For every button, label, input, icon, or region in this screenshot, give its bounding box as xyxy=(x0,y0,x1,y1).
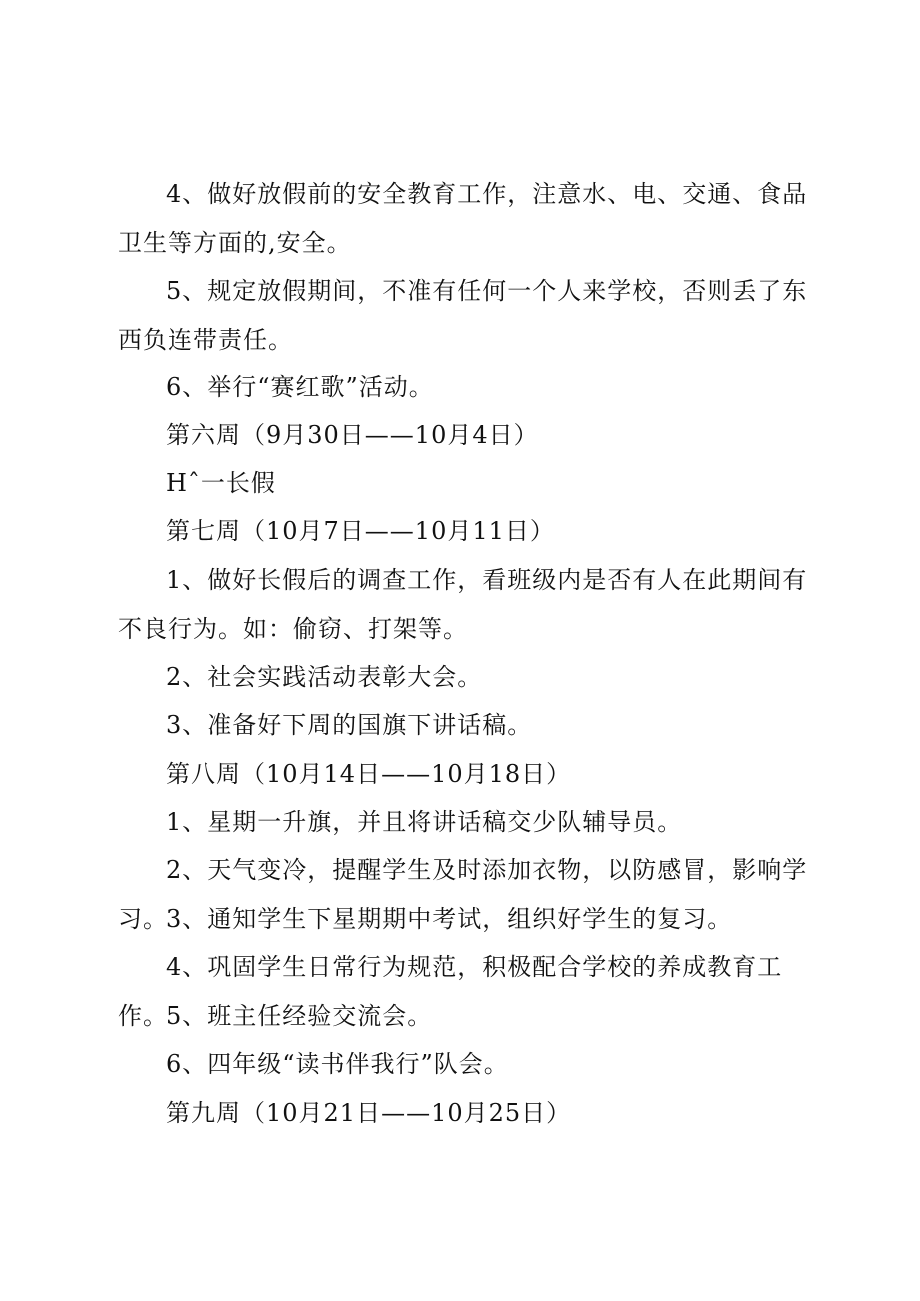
week-7-heading: 第七周（10月7日——10月11日） xyxy=(166,517,555,545)
week-6-heading: 第六周（9月30日——10月4日） xyxy=(166,421,539,449)
week-8-item-5: 5、班主任经验交流会。 xyxy=(166,1002,433,1030)
paragraph-item-4-safety: 4、做好放假前的安全教育工作，注意水、电、交通、食品卫生等方面的,安全。 xyxy=(118,180,808,257)
week-8-item-4: 4、巩固学生日常行为规范，积极配合学校的养成教育工作。 xyxy=(118,953,783,1030)
week-7-item-3: 3、准备好下周的国旗下讲话稿。 xyxy=(166,711,533,739)
week-7-item-2: 2、社会实践活动表彰大会。 xyxy=(166,663,483,691)
paragraph-item-5-holiday-rule: 5、规定放假期间，不准有任何一个人来学校，否则丢了东西负连带责任。 xyxy=(118,277,808,354)
long-holiday-line: Hˆ一长假 xyxy=(166,469,276,497)
week-8-item-1: 1、星期一升旗，并且将讲话稿交少队辅导员。 xyxy=(166,808,683,836)
week-8-item-3: 3、通知学生下星期期中考试，组织好学生的复习。 xyxy=(166,905,733,933)
week-7-item-1: 1、做好长假后的调查工作，看班级内是否有人在此期间有不良行为。如：偷窃、打架等。 xyxy=(118,566,808,643)
paragraph-item-6-red-song: 6、举行“赛红歌”活动。 xyxy=(166,373,434,401)
week-8-item-2: 2、天气变冷，提醒学生及时添加衣物，以防感冒，影响学习。 xyxy=(118,856,808,933)
week-8-item-6: 6、四年级“读书伴我行”队会。 xyxy=(166,1050,509,1078)
week-8-heading: 第八周（10月14日——10月18日） xyxy=(166,760,572,788)
week-9-heading: 第九周（10月21日——10月25日） xyxy=(166,1099,572,1127)
